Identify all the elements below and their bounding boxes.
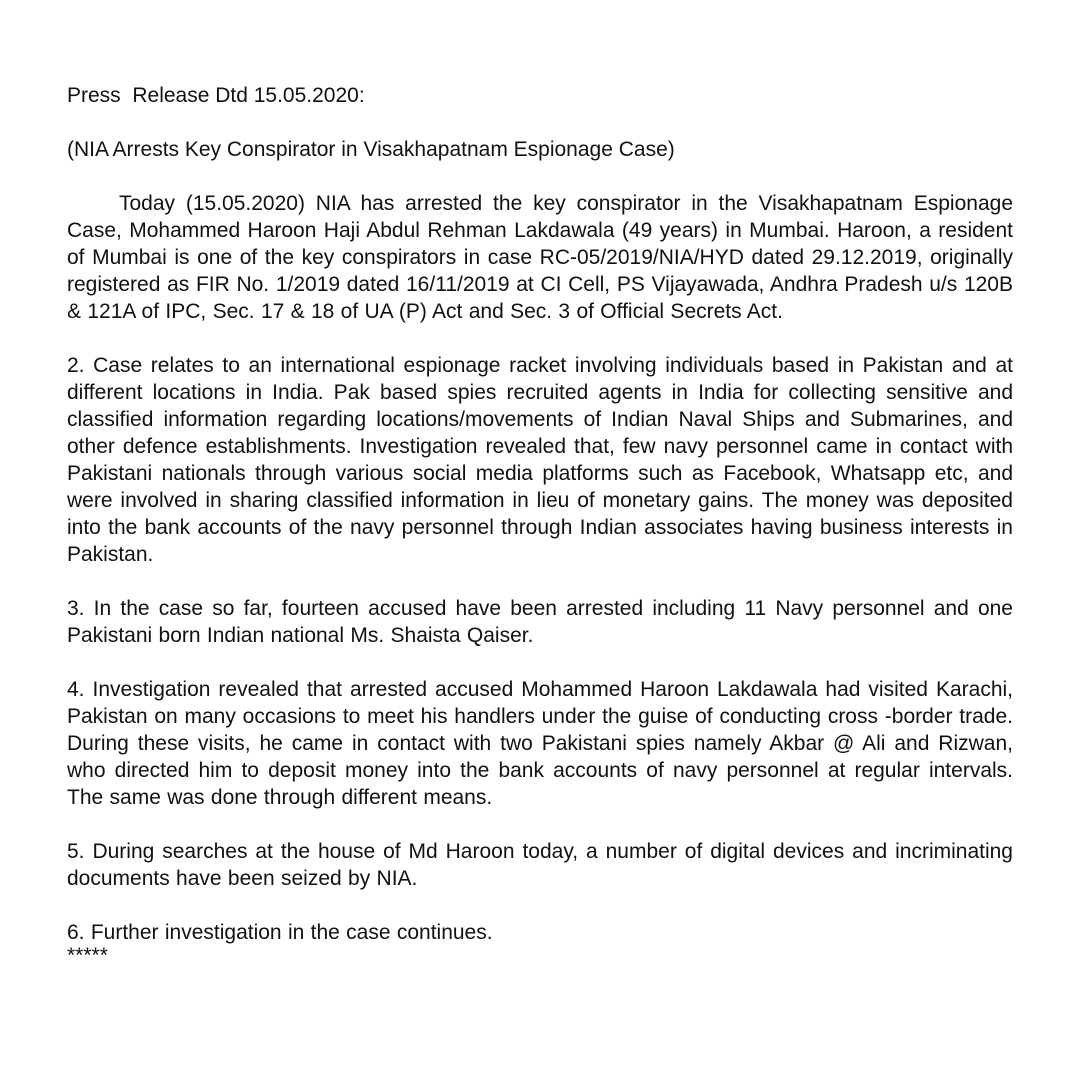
release-subtitle: (NIA Arrests Key Conspirator in Visakhapatnam Espionage Case): [67, 138, 675, 161]
release-header: Press Release Dtd 15.05.2020:: [67, 84, 365, 107]
end-marker: *****: [67, 944, 108, 967]
paragraph-intro: Today (15.05.2020) NIA has arrested the key conspirator in the Visakhapatnam Espionage Case, Mohammed Haroon Haji Abdul Rehman Lakdawala (49 years) in Mumbai. Haroon, a resident of Mumbai is one of the key conspirators in case RC-05/2019/NIA/HYD dated 29.12.2019, originally registered as FIR No. 1/2019 dated 16/11/2019 at CI Cell, PS Vijayawada, Andhra Pradesh u/s 120B & 121A of IPC, Sec. 17 & 18 of UA (P) Act and Sec. 3 of Official Secrets Act.: [67, 192, 1013, 323]
press-release-document: [67, 82, 1013, 966]
paragraph-2-case-details: 2. Case relates to an international espionage racket involving individuals based in Pakistan and at different locations in India. Pak based spies recruited agents in India for collecting sensitive and classified information regarding locations/movements of Indian Naval Ships and Submarines, and other defence establishments. Investigation revealed that, few navy personnel came in contact with Pakistani nationals through various social media platforms such as Facebook, Whatsapp etc, and were involved in sharing classified information in lieu of monetary gains. The money was deposited into the bank accounts of the navy personnel through Indian associates having business interests in Pakistan.: [67, 354, 1013, 566]
paragraph-4-investigation: 4. Investigation revealed that arrested accused Mohammed Haroon Lakdawala had visited Karachi, Pakistan on many occasions to meet his handlers under the guise of conducting cross -border trade. During these visits, he came in contact with two Pakistani spies namely Akbar @ Ali and Rizwan, who directed him to deposit money into the bank accounts of navy personnel at regular intervals. The same was done through different means.: [67, 678, 1013, 809]
paragraph-3-arrests: 3. In the case so far, fourteen accused have been arrested including 11 Navy personnel and one Pakistani born Indian national Ms. Shaista Qaiser.: [67, 597, 1013, 647]
paragraph-6-continues: 6. Further investigation in the case continues.: [67, 921, 493, 944]
paragraph-5-searches: 5. During searches at the house of Md Haroon today, a number of digital devices and incriminating documents have been seized by NIA.: [67, 840, 1013, 890]
